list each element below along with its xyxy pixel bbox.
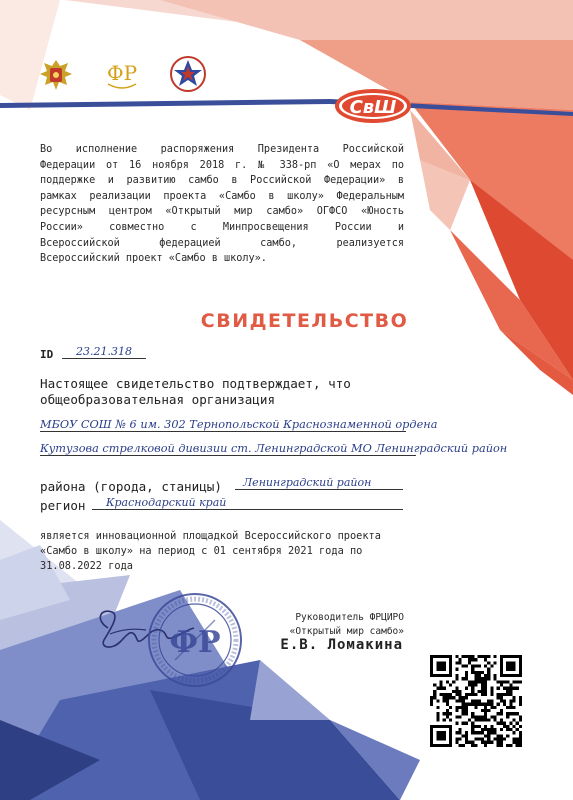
organization-name-line: Кутузова стрелковой дивизии ст. Ленинградской МО Ленинградский район <box>40 442 508 455</box>
intro-line: Всероссийской федерацией самбо, реализуется <box>40 237 404 249</box>
region-label: регион <box>40 498 86 513</box>
intro-line: рамках реализации проекта «Самбо в школу» Федеральным <box>40 190 404 202</box>
id-label: ID <box>40 348 54 361</box>
intro-line: Федерации от 16 ноября 2018 г. № 338-рп «О мерах по <box>40 159 404 171</box>
district-value: Ленинградский район <box>235 476 403 490</box>
intro-line: ресурсным центром «Открытый мир самбо» ОГФСО «Юность <box>40 206 404 218</box>
signatory-role-line: Руководитель ФРЦИРО <box>295 612 404 623</box>
statement-line: является инновационной площадкой Всероссийского проекта <box>40 530 381 542</box>
emblem-russia-logo <box>38 58 74 92</box>
official-stamp <box>145 590 245 690</box>
confirm-text <box>40 376 351 408</box>
intro-paragraph <box>40 142 404 267</box>
qr-code[interactable] <box>430 655 522 747</box>
signatory-role <box>290 611 404 638</box>
statement-paragraph <box>40 529 412 575</box>
sambo-star-logo <box>168 54 208 94</box>
confirm-line: общеобразовательная организация <box>40 392 276 407</box>
svsh-logo-text: СвШ <box>349 97 397 118</box>
signatory-name: Е.В. Ломакина <box>280 637 403 653</box>
certificate-title: СВИДЕТЕЛЬСТВО <box>200 310 409 332</box>
region-value: Краснодарский край <box>92 496 403 510</box>
svg-text:ФР: ФР <box>169 625 221 660</box>
confirm-line: Настоящее свидетельство подтверждает, что <box>40 376 351 391</box>
svsh-logo <box>333 86 413 126</box>
district-label: района (города, станицы) <box>40 479 222 494</box>
intro-line: Во исполнение распоряжения Президента Российской <box>40 144 404 155</box>
intro-line: Всероссийский проект «Самбо в школу». <box>40 253 267 265</box>
intro-line: России» совместно с Минпросвещения России и <box>40 221 404 233</box>
organization-name-line: МБОУ СОШ № 6 им. 302 Тернопольской Краснознаменной ордена <box>40 418 438 431</box>
svg-text:ФР: ФР <box>106 61 138 85</box>
signatory-role-line: «Открытый мир самбо» <box>289 625 404 637</box>
statement-line: «Самбо в школу» на период с 01 сентября 2021 года по <box>40 545 363 558</box>
statement-line: 31.08.2022 года <box>40 560 133 573</box>
intro-line: поддержке и развитию самбо в Российской Федерации» в <box>40 175 404 187</box>
id-value: 23.21.318 <box>62 345 146 359</box>
fr-logo <box>102 56 142 96</box>
